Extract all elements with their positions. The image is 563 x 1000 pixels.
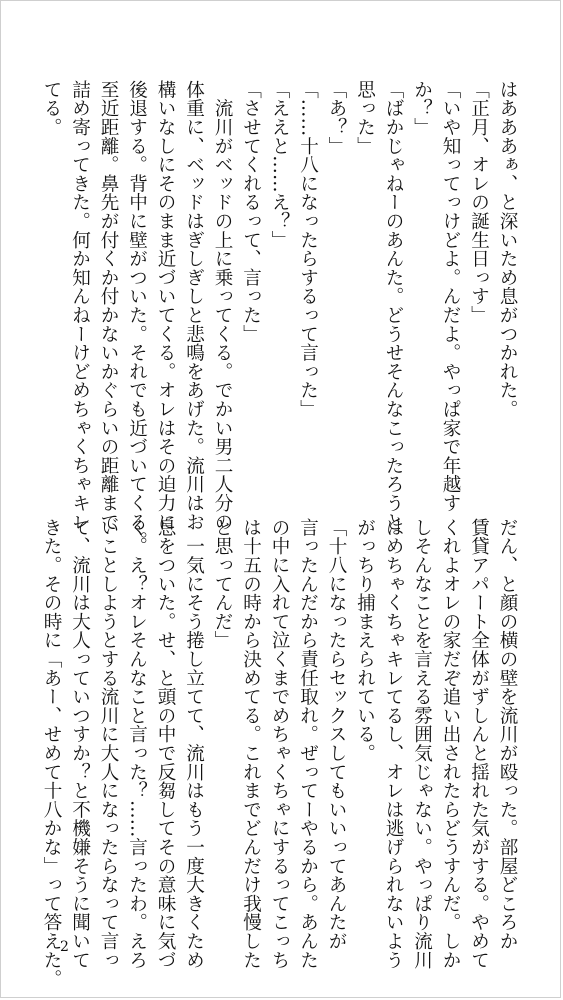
text-column: 流川がベッドの上に乗ってくる。でかい男二人分の: [212, 80, 233, 532]
text-column: 詰め寄ってきた。何か知んねーけどめちゃくちゃキレ: [69, 80, 91, 532]
text-column: 後退する。背中に壁がついた。それでも近づいてくる。: [126, 80, 148, 550]
text-column: 「十八になったらセックスしてもいいってあんたが: [326, 518, 347, 951]
text-column: 「正月、オレの誕生日っす」: [468, 80, 490, 325]
text-column: 「……十八になったらするって言った」: [297, 80, 319, 419]
text-column: 「あ？」: [326, 80, 347, 156]
text-column: 「ばかじゃねーのあんた。どうせそんなこったろうと: [383, 80, 404, 532]
lower-text-block: [41, 518, 521, 988]
text-column: てる。: [41, 80, 62, 137]
text-column: 「させてくれるって、言った」: [240, 80, 262, 344]
upper-text-block: [41, 80, 521, 550]
text-column: く。え？オレそんなこと言った？……言ったわ。えろ: [126, 518, 148, 970]
text-column: 言ったんだから責任取れ。ぜってーやるから。あんた: [297, 518, 319, 970]
text-column: 賃貸アパート全体がずしんと揺れた気がする。やめて: [468, 518, 490, 970]
text-column: 至近距離。鼻先が付くか付かないかぐらいの距離まで: [98, 80, 119, 532]
text-column: は十五の時から決めてる。これまでどんだけ我慢した: [240, 518, 262, 970]
text-column: 「いや知ってっけどよ。んだよ。やっぱ家で年越す: [440, 80, 461, 513]
text-column: の中に入れて泣くまでめちゃくちゃにするってこっち: [269, 518, 290, 970]
text-column: くれよオレの家だぞ追い出されたらどうすんだ。しか: [440, 518, 461, 970]
text-column: しそんなことを言える雰囲気じゃない。やっぱり流川: [411, 518, 433, 970]
page-number: 2: [60, 939, 69, 955]
text-column: はめちゃくちゃキレてるし、オレは逃げられないよう: [383, 518, 404, 970]
text-column: 思った」: [354, 80, 376, 156]
text-column: 息をついた。せ、と頭の中で反芻してその意味に気づ: [155, 518, 176, 970]
text-column: 構いなしにそのまま近づいてくる。オレはその迫力に: [155, 80, 176, 532]
text-column: て、流川は大人っていつすか？と不機嫌そうに聞いて: [69, 518, 91, 970]
text-column: がっちり捕まえられている。: [354, 518, 376, 763]
text-column: 「ええと……え？」: [269, 80, 290, 250]
text-column: はあああぁ、と深いため息がつかれた。: [497, 80, 518, 419]
text-column: いことしようとする流川に大人になったらなって言っ: [98, 518, 119, 970]
text-column: きた。その時に「あー、せめて十八かな」って答えた。: [41, 518, 62, 988]
text-column: だん、と顔の横の壁を流川が殴った。部屋どころか: [497, 518, 518, 951]
text-column: か？」: [411, 80, 433, 137]
text-column: と思ってんだ」: [212, 518, 233, 650]
text-column: 一気にそう捲し立てて、流川はもう一度大きくため: [183, 518, 205, 970]
text-column: 体重に、ベッドはぎしぎしと悲鳴をあげた。流川はお: [183, 80, 205, 532]
